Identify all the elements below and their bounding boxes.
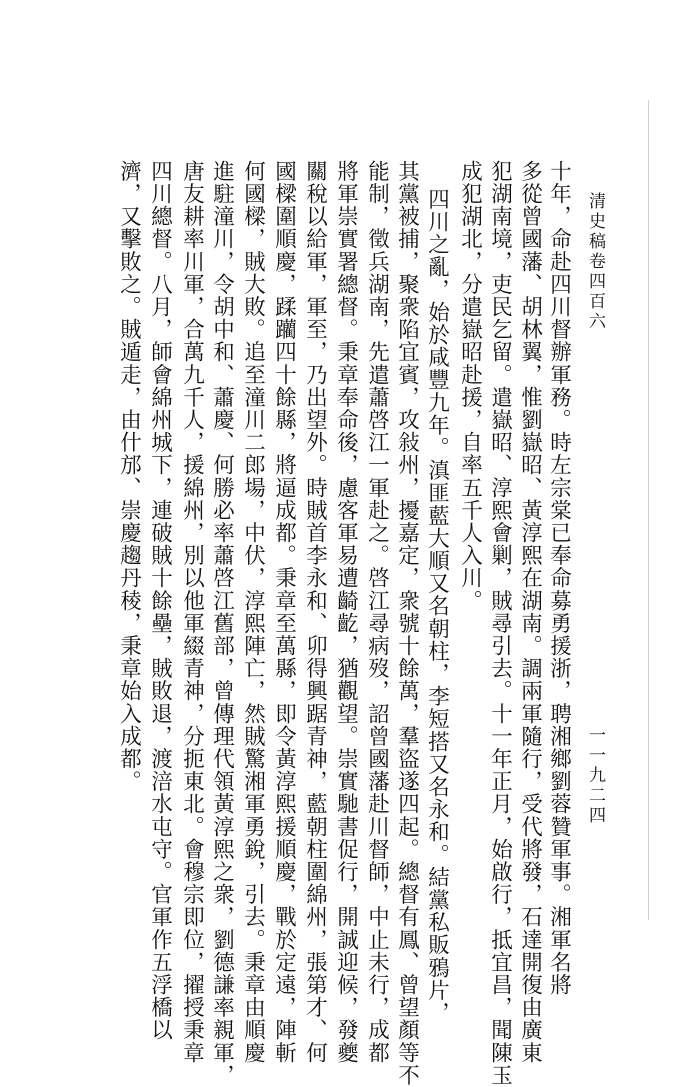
running-head-title: 清史稿卷四百六 xyxy=(585,192,605,332)
text-column: 進駐潼川，令胡中和、蕭慶、何勝必率蕭啓江舊部，曾傳理代領黃淳熙之衆，劉德謙率親軍， xyxy=(209,160,235,1087)
text-column: 國樑圍順慶，蹂躪四十餘縣，將逼成都。秉章至萬縣，即令黃淳熙援順慶，戰於定遠，陣斬 xyxy=(271,160,297,1064)
text-column: 十年，命赴四川督辦軍務。時左宗棠已奉命募勇援浙，聘湘鄉劉蓉贊軍事。湘軍名將 xyxy=(546,160,572,997)
page-number: 一一九二四 xyxy=(585,726,605,826)
text-column: 成犯湖北，分遣嶽昭赴援，自率五千人入川。 xyxy=(457,160,483,612)
text-column: 多從曾國藩、胡林翼，惟劉嶽昭、黃淳熙在湖南。調兩軍隨行，受代將發，石達開復由廣東 xyxy=(517,160,543,1064)
text-column-paragraph-start: 四川之亂，始於咸豐九年。滇匪藍大順又名朝柱，李短搭又名永和。結黨私販鴉片， xyxy=(424,188,450,1025)
text-column: 唐友耕率川軍，合萬九千人，援綿州，別以他軍綴青神，分扼東北。會穆宗即位，擢授秉章 xyxy=(179,160,205,1064)
text-column: 何國樑，賊大敗。追至潼川二郎場，中伏，淳熙陣亡，然賊驚湘軍勇銳，引去。秉章由順慶 xyxy=(240,160,266,1064)
text-column: 其黨被捕，聚衆陷宜賓，攻敍州，擾嘉定，衆號十餘萬，羣盜遂四起。總督有鳳、曾望顏等不 xyxy=(394,160,420,1087)
text-column: 能制，徵兵湖南，先遣蕭啓江一軍赴之。啓江尋病歿，詔曾國藩赴川督師，中止未行，成都 xyxy=(364,160,390,1064)
text-column: 濟，又擊敗之。賊遁走，由什邡、崇慶趨丹稜，秉章始入成都。 xyxy=(116,160,142,793)
text-column: 犯湖南境，吏民乞留。遣嶽昭、淳熙會剿，賊尋引去。十一年正月，始啟行，抵宜昌，聞陳玉 xyxy=(487,160,513,1087)
text-column: 關稅以給軍，軍至，乃出望外。時賊首李永和、卯得興踞青神，藍朝柱圍綿州，張第才、何 xyxy=(302,160,328,1064)
text-column: 將軍崇實署總督。秉章奉命後，慮客軍易遭齮齕，猶觀望。崇實馳書促行，開誠迎候，發夔 xyxy=(333,160,359,1064)
text-column: 四川總督。八月，師會綿州城下，連破賊十餘壘，賊敗退，渡涪水屯守。官軍作五浮橋以 xyxy=(147,160,173,1042)
page-edge-line xyxy=(648,100,649,920)
